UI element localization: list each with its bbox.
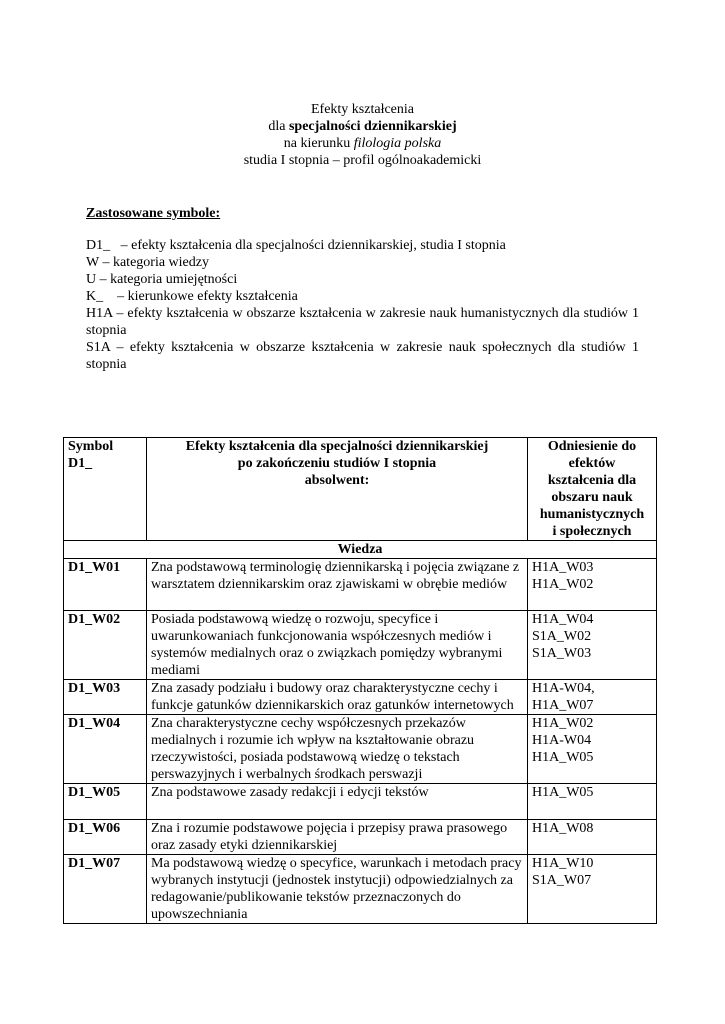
spacer — [532, 593, 652, 610]
title-line-4: studia I stopnia – profil ogólnoakademicki — [243, 153, 482, 168]
row-text: Zna podstawowe zasady redakcji i edycji tekstów — [147, 784, 528, 820]
header-reference-line: i społecznych — [552, 524, 632, 539]
title-line-3 — [0, 135, 725, 152]
table-row — [64, 855, 657, 924]
ref-code: H1A_W05 — [532, 785, 594, 800]
row-text: Ma podstawową wiedzę o specyfice, warunkach i metodach pracy wybranych instytucji (jednostek instytucji) odpowiedzialnych za redagowanie/publikowanie tekstów przeznaczonych do upowszechniania — [147, 855, 528, 924]
table-row — [64, 559, 657, 611]
title-line-2 — [0, 118, 725, 135]
row-text: Zna zasady podziału i budowy oraz charakterystyczne cechy i funkcje gatunków dziennikarskich oraz gatunków internetowych — [147, 680, 528, 715]
symbol-item: U – kategoria umiejętności — [86, 272, 238, 287]
table-row — [64, 611, 657, 680]
header-effects — [147, 438, 528, 541]
symbol-item: H1A – efekty kształcenia w obszarze kształcenia w zakresie nauk humanistycznych dla studiów 1 stopnia — [86, 306, 639, 338]
title-line-1: Efekty kształcenia — [310, 102, 414, 117]
table-row — [64, 715, 657, 784]
ref-code: H1A_W02 — [532, 577, 594, 592]
table-row — [64, 820, 657, 855]
row-symbol: D1_W03 — [64, 680, 147, 715]
table-header-row — [64, 438, 657, 541]
header-reference-line: obszaru nauk — [551, 490, 633, 505]
header-symbol-line: D1_ — [68, 456, 93, 471]
ref-code: H1A_W02 — [532, 716, 594, 731]
row-refs — [528, 820, 657, 855]
ref-code: H1A_W10 — [532, 856, 594, 871]
symbols-heading: Zastosowane symbole: — [86, 206, 221, 221]
title-field: filologia polska — [353, 136, 442, 151]
row-symbol: D1_W02 — [64, 611, 147, 680]
document-title — [0, 101, 725, 169]
title-line-3-prefix: na kierunku — [283, 136, 354, 151]
symbol-item: W – kategoria wiedzy — [86, 255, 209, 270]
header-reference-line: efektów — [568, 456, 616, 471]
ref-code: S1A_W02 — [532, 629, 592, 644]
ref-code: S1A_W03 — [532, 646, 592, 661]
ref-code: H1A_W04 — [532, 612, 594, 627]
row-symbol: D1_W04 — [64, 715, 147, 784]
row-refs — [528, 784, 657, 820]
header-symbol-line: Symbol — [68, 439, 114, 454]
row-symbol: D1_W06 — [64, 820, 147, 855]
symbol-item: D1_ – efekty kształcenia dla specjalności dziennikarskiej, studia I stopnia — [86, 238, 506, 253]
table-row — [64, 784, 657, 820]
header-effects-line: absolwent: — [304, 473, 370, 488]
table-row — [64, 680, 657, 715]
row-symbol: D1_W07 — [64, 855, 147, 924]
ref-code: H1A_W03 — [532, 560, 594, 575]
ref-code: S1A_W07 — [532, 873, 592, 888]
section-row — [64, 541, 657, 559]
ref-code: H1A-W04 — [532, 733, 592, 748]
ref-code: H1A_W07 — [532, 698, 594, 713]
row-refs — [528, 680, 657, 715]
title-line-2-prefix: dla — [268, 119, 289, 134]
header-effects-line: Efekty kształcenia dla specjalności dziennikarskiej — [185, 439, 489, 454]
ref-code: H1A-W04, — [532, 681, 595, 696]
section-label-wiedza: Wiedza — [64, 541, 657, 559]
symbols-list — [86, 237, 639, 373]
row-refs — [528, 559, 657, 611]
row-text: Zna i rozumie podstawowe pojęcia i przepisy prawa prasowego oraz zasady etyki dziennikarskiej — [147, 820, 528, 855]
symbol-item: K_ – kierunkowe efekty kształcenia — [86, 289, 298, 304]
header-effects-line: po zakończeniu studiów I stopnia — [237, 456, 437, 471]
header-reference-line: kształcenia dla — [547, 473, 637, 488]
row-text: Zna podstawową terminologię dziennikarską i pojęcia związane z warsztatem dziennikarskim oraz zjawiskami w obrębie mediów — [147, 559, 528, 611]
row-symbol: D1_W05 — [64, 784, 147, 820]
header-reference-line: Odniesienie do — [547, 439, 637, 454]
row-refs — [528, 611, 657, 680]
header-reference — [528, 438, 657, 541]
row-text: Posiada podstawową wiedzę o rozwoju, specyfice i uwarunkowaniach funkcjonowania współczesnych mediów i systemów medialnych oraz o związkach pomiędzy wybranymi mediami — [147, 611, 528, 680]
effects-table — [63, 437, 657, 924]
ref-code: H1A_W08 — [532, 821, 594, 836]
ref-code: H1A_W05 — [532, 750, 594, 765]
header-symbol — [64, 438, 147, 541]
row-symbol: D1_W01 — [64, 559, 147, 611]
header-reference-line: humanistycznych — [539, 507, 645, 522]
row-text: Zna charakterystyczne cechy współczesnych przekazów medialnych i rozumie ich wpływ na kształtowanie obrazu rzeczywistości, posiada podstawową wiedzę o tekstach perswazyjnych i werbalnych środkach perswazji — [147, 715, 528, 784]
row-refs — [528, 855, 657, 924]
title-specialty: specjalności dziennikarskiej — [288, 119, 457, 134]
symbol-item: S1A – efekty kształcenia w obszarze kształcenia w zakresie nauk społecznych dla studiów 1 stopnia — [86, 340, 639, 372]
row-refs — [528, 715, 657, 784]
